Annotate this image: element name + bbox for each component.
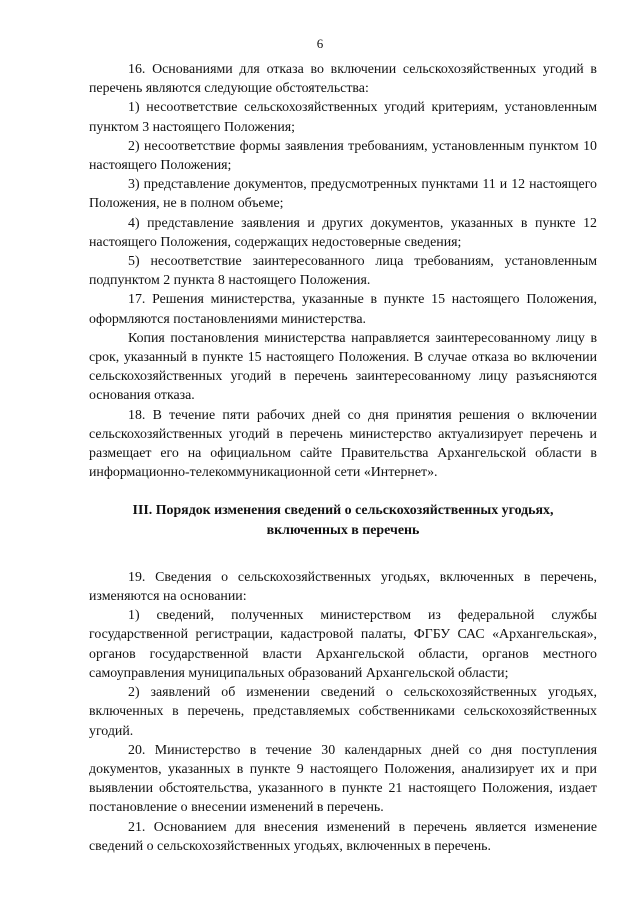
paragraph-17-copy: Копия постановления министерства направляется заинтересованному лицу в срок, указанный в пункте 15 настоящего Положения. В случае отказа во включении сельскохозяйственных угодий в перечень заинтересованному лицу разъясняются основания отказа.	[89, 330, 597, 404]
paragraph-21: 21. Основанием для внесения изменений в перечень является изменение сведений о сельскохозяйственных угодьях, включенных в перечень.	[89, 819, 597, 854]
paragraph-19-item-2: 2) заявлений об изменении сведений о сельскохозяйственных угодьях, включенных в перечень, представляемых собственниками сельскохозяйственных угодий.	[89, 685, 597, 739]
paragraph-17: 17. Решения министерства, указанные в пункте 15 настоящего Положения, оформляются постановлениями министерства.	[89, 292, 597, 327]
paragraph-16-item-5: 5) несоответствие заинтересованного лица требованиям, установленным подпунктом 2 пункта 8 настоящего Положения.	[89, 254, 597, 289]
paragraph-16-item-1: 1) несоответствие сельскохозяйственных угодий критериям, установленным пунктом 3 настоящего Положения;	[89, 100, 597, 135]
document-body	[89, 60, 597, 856]
paragraph-18: 18. В течение пяти рабочих дней со дня принятия решения о включении сельскохозяйственных угодий в перечень министерство актуализирует перечень и размещает его на официальном сайте Правительства Архангельской области в информационно-телекоммуникационной сети «Интернет».	[89, 407, 597, 481]
paragraph-16-item-3: 3) представление документов, предусмотренных пунктами 11 и 12 настоящего Положения, не в полном объеме;	[89, 177, 597, 212]
paragraph-16-item-2: 2) несоответствие формы заявления требованиям, установленным пунктом 10 настоящего Положения;	[89, 138, 597, 174]
page-number: 6	[316, 36, 324, 51]
paragraph-16-item-4: 4) представление заявления и других документов, указанных в пункте 12 настоящего Положения, содержащих недостоверные сведения;	[89, 215, 597, 250]
paragraph-19-item-1: 1) сведений, полученных министерством из федеральной службы государственной регистрации, кадастровой палаты, ФГБУ САС «Архангельская», органов государственной власти Архангельской области, органов местного самоуправления муниципальных образований Архангельской области;	[89, 608, 597, 681]
section-heading-line-1: III. Порядок изменения сведений о сельскохозяйственных угодьях,	[132, 503, 554, 519]
paragraph-19: 19. Сведения о сельскохозяйственных угодьях, включенных в перечень, изменяются на основании:	[89, 569, 597, 605]
paragraph-16: 16. Основаниями для отказа во включении сельскохозяйственных угодий в перечень являются следующие обстоятельства:	[89, 62, 597, 97]
section-heading-line-2: включенных в перечень	[266, 522, 420, 538]
paragraph-20: 20. Министерство в течение 30 календарных дней со дня поступления документов, указанных в пункте 9 настоящего Положения, анализирует их и при выявлении обстоятельства, указанного в пункте 21 настоящего Положения, издает постановление о внесении изменений в перечень.	[89, 742, 597, 816]
